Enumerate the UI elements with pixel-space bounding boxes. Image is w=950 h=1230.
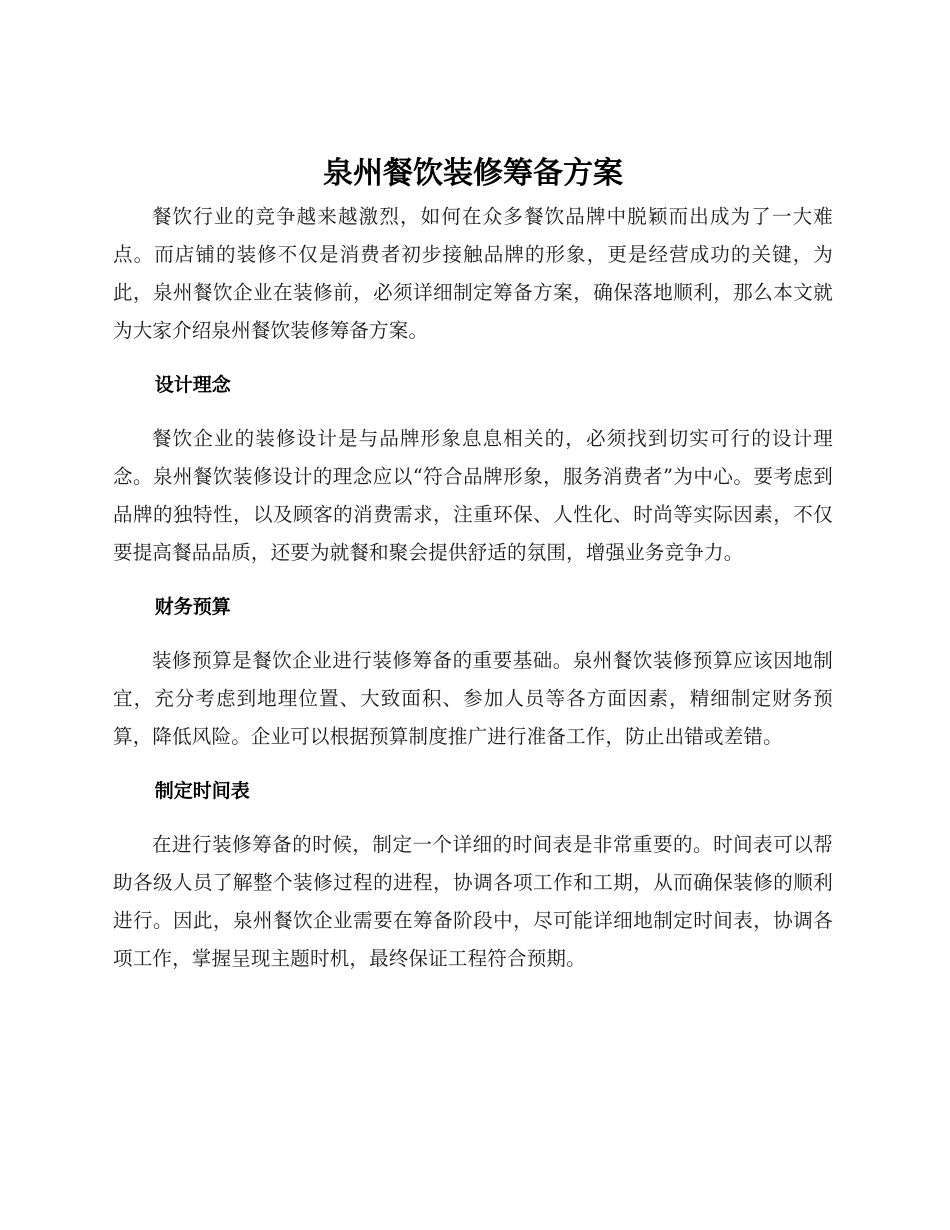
document-title: 泉州餐饮装修筹备方案: [323, 156, 623, 191]
intro-paragraph: 餐饮行业的竞争越来越激烈，如何在众多餐饮品牌中脱颖而出成为了一大难点。而店铺的装修不仅是消费者初步接触品牌的形象，更是经营成功的关键，为此，泉州餐饮企业在装修前，必须详细制定筹备方案，确保落地顺利，那么本文就为大家介绍泉州餐饮装修筹备方案。: [113, 205, 833, 342]
document-page: [113, 150, 833, 978]
section-heading-schedule: 制定时间表: [154, 780, 250, 802]
section-body-design-concept: 餐饮企业的装修设计是与品牌形象息息相关的，必须找到切实可行的设计理念。泉州餐饮装修设计的理念应以“符合品牌形象，服务消费者”为中心。要考虑到品牌的独特性，以及顾客的消费需求，注重环保、人性化、时尚等实际因素，不仅要提高餐品品质，还要为就餐和聚会提供舒适的氛围，增强业务竞争力。: [113, 427, 833, 564]
section-heading-design-concept: 设计理念: [154, 374, 231, 396]
section-heading-budget: 财务预算: [154, 596, 231, 618]
section-body-budget: 装修预算是餐饮企业进行装修筹备的重要基础。泉州餐饮装修预算应该因地制宜，充分考虑到地理位置、大致面积、参加人员等各方面因素，精细制定财务预算，降低风险。企业可以根据预算制度推广进行准备工作，防止出错或差错。: [113, 649, 833, 748]
section-body-schedule: 在进行装修筹备的时候，制定一个详细的时间表是非常重要的。时间表可以帮助各级人员了解整个装修过程的进程，协调各项工作和工期，从而确保装修的顺利进行。因此，泉州餐饮企业需要在筹备阶段中，尽可能详细地制定时间表，协调各项工作，掌握呈现主题时机，最终保证工程符合预期。: [113, 833, 833, 970]
